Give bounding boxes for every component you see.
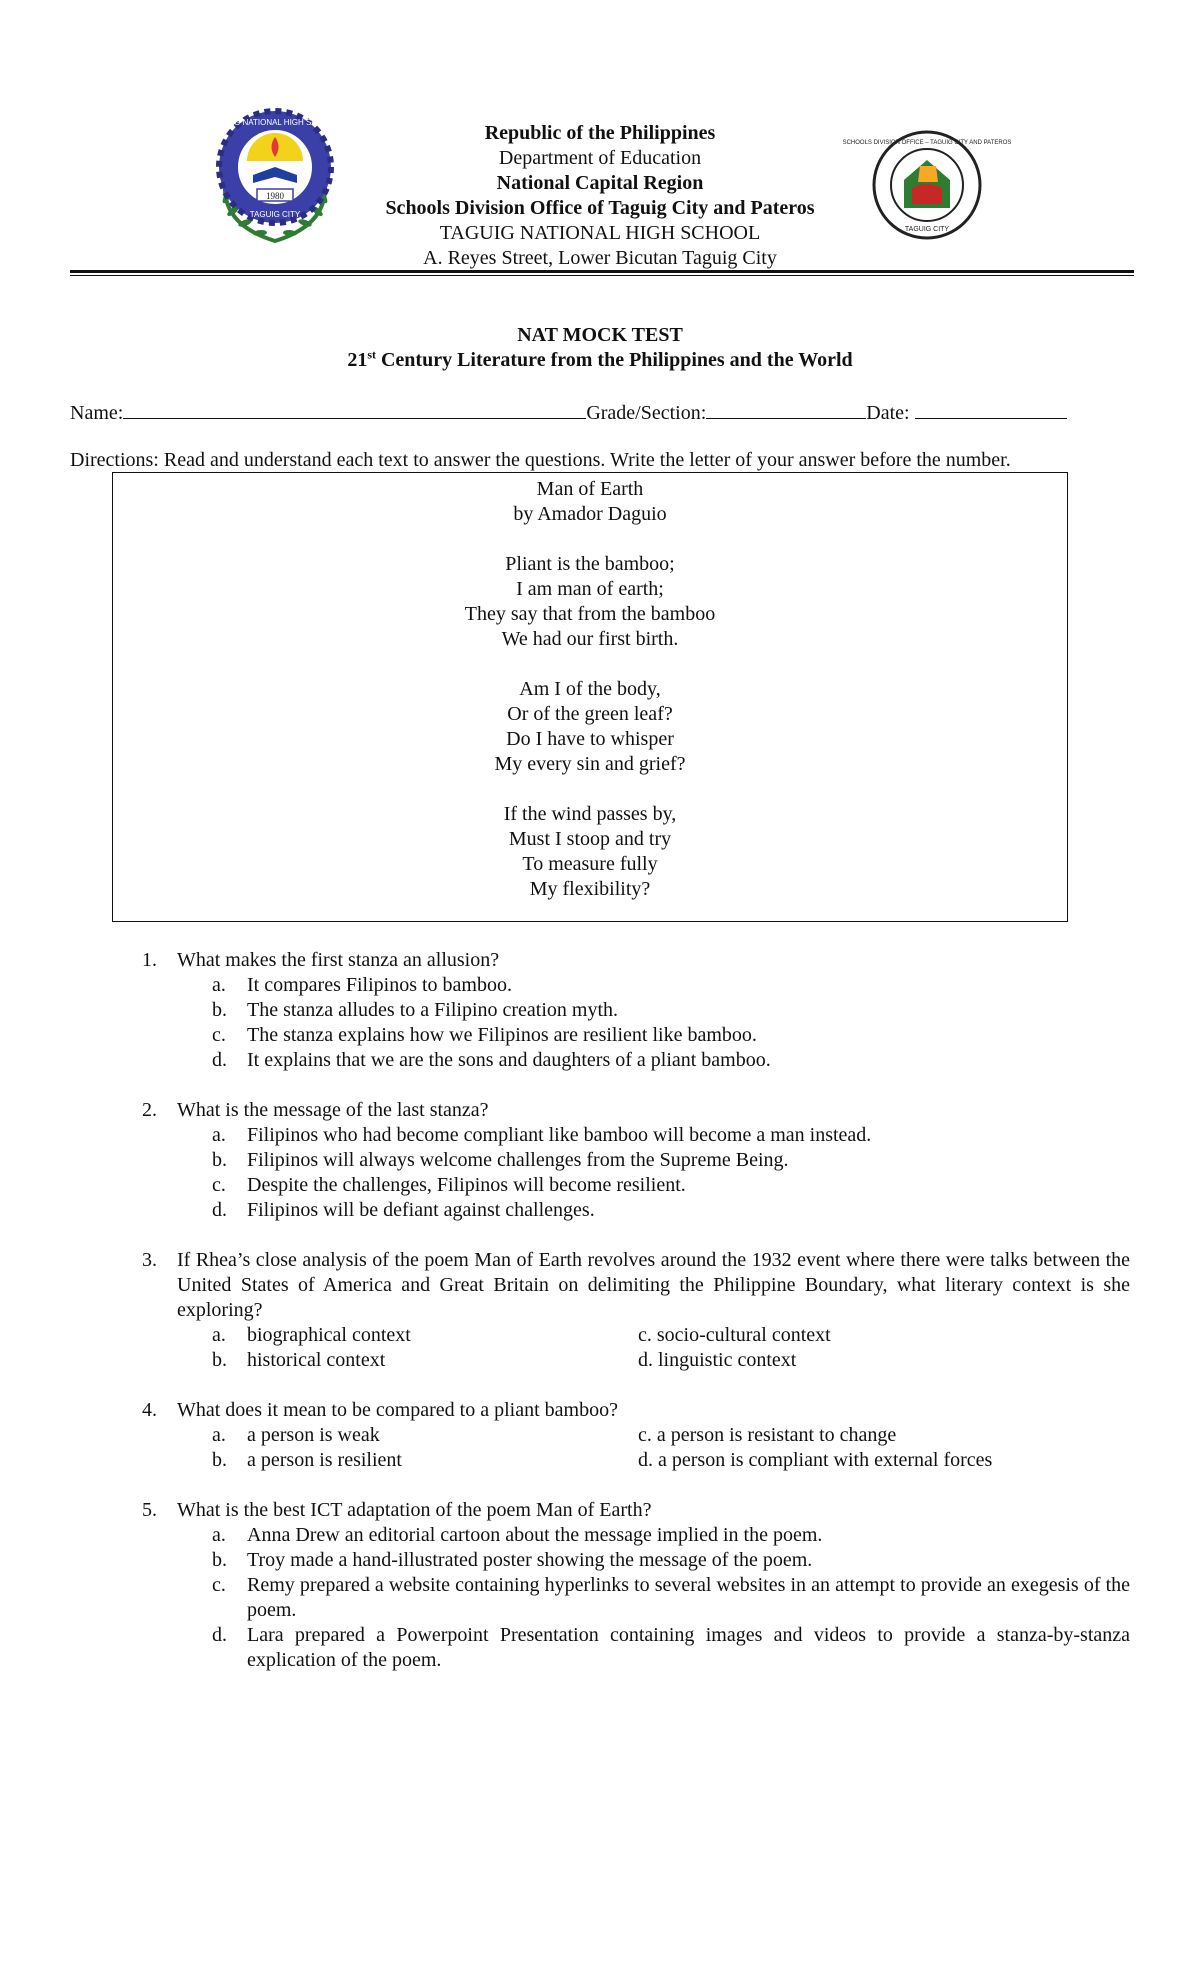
directions: Directions: Read and understand each text to answer the questions. Write the letter of your answer before the number. bbox=[70, 449, 1011, 471]
answer-option-row bbox=[0, 1448, 1200, 1473]
option-text: Despite the challenges, Filipinos will become resilient. bbox=[247, 1174, 686, 1196]
option-text-right: d. linguistic context bbox=[638, 1349, 797, 1371]
answer-option bbox=[0, 1548, 1200, 1573]
option-letter: a. bbox=[212, 1124, 226, 1146]
header-republic: Republic of the Philippines bbox=[484, 122, 716, 144]
header-address: A. Reyes Street, Lower Bicutan Taguig City bbox=[423, 247, 777, 269]
poem-line: If the wind passes by, bbox=[503, 803, 677, 825]
poem bbox=[113, 477, 1067, 902]
option-letter: a. bbox=[212, 1324, 226, 1346]
header-region: National Capital Region bbox=[496, 172, 704, 194]
poem-line: Do I have to whisper bbox=[506, 728, 674, 750]
option-text: Troy made a hand-illustrated poster showing the message of the poem. bbox=[247, 1549, 813, 1571]
option-text: Filipinos who had become compliant like bamboo will become a man instead. bbox=[247, 1124, 872, 1146]
option-text: The stanza explains how we Filipinos are resilient like bamboo. bbox=[247, 1024, 757, 1046]
option-text: Remy prepared a website containing hyperlinks to several websites in an attempt to provide an exegesis of the poem. bbox=[247, 1574, 1130, 1621]
option-text: a person is resilient bbox=[247, 1449, 402, 1471]
poem-line: We had our first birth. bbox=[501, 628, 679, 650]
answer-option bbox=[0, 973, 1200, 998]
poem-stanza-2 bbox=[113, 677, 1067, 777]
poem-line: Must I stoop and try bbox=[508, 828, 672, 850]
century-suffix: st bbox=[367, 347, 376, 362]
option-letter: b. bbox=[212, 1449, 227, 1471]
option-letter: a. bbox=[212, 1424, 226, 1446]
poem-author: by Amador Daguio bbox=[513, 503, 667, 525]
option-letter: d. bbox=[212, 1624, 227, 1646]
answer-option bbox=[0, 1048, 1200, 1073]
question-3 bbox=[0, 1248, 1200, 1373]
question-1 bbox=[0, 948, 1200, 1073]
poem-line: Or of the green leaf? bbox=[507, 703, 673, 725]
question-text: What is the best ICT adaptation of the poem Man of Earth? bbox=[177, 1499, 652, 1521]
option-text-right: c. socio-cultural context bbox=[638, 1324, 831, 1346]
option-text: historical context bbox=[247, 1349, 386, 1371]
option-letter: c. bbox=[212, 1024, 226, 1046]
option-text: The stanza alludes to a Filipino creation myth. bbox=[247, 999, 619, 1021]
header-divider bbox=[70, 270, 1134, 273]
answer-option bbox=[0, 1023, 1200, 1048]
poem-stanza-1 bbox=[113, 552, 1067, 652]
test-title bbox=[200, 323, 1000, 373]
question-text: If Rhea’s close analysis of the poem Man of Earth revolves around the 1932 event where there were talks between the United States of America and Great Britain on delimiting the Philippine Boundary, what literary context is she exploring? bbox=[177, 1249, 1130, 1321]
option-text: It compares Filipinos to bamboo. bbox=[247, 974, 512, 996]
svg-text:SCHOOLS DIVISION OFFICE – TAGU: SCHOOLS DIVISION OFFICE – TAGUIG CITY AND PATEROS bbox=[842, 140, 1012, 146]
poem-line: My every sin and grief? bbox=[494, 753, 686, 775]
poem-line: Pliant is the bamboo; bbox=[505, 553, 675, 575]
option-letter: b. bbox=[212, 1149, 227, 1171]
poem-line: They say that from the bamboo bbox=[464, 603, 716, 625]
question-text: What is the message of the last stanza? bbox=[177, 1099, 489, 1121]
test-title-line2 bbox=[200, 348, 1000, 373]
question-text: What does it mean to be compared to a pliant bamboo? bbox=[177, 1399, 618, 1421]
svg-text:TAGUIG CITY: TAGUIG CITY bbox=[904, 226, 950, 233]
poem-line: My flexibility? bbox=[529, 878, 651, 900]
answer-option bbox=[0, 1123, 1200, 1148]
option-letter: a. bbox=[212, 974, 226, 996]
poem-title: Man of Earth bbox=[536, 478, 644, 500]
poem-box bbox=[112, 472, 1068, 922]
header-department: Department of Education bbox=[498, 147, 702, 169]
question-number: 4. bbox=[142, 1399, 157, 1421]
test-title-line1: NAT MOCK TEST bbox=[517, 324, 683, 346]
answer-option bbox=[0, 998, 1200, 1023]
option-text: Filipinos will be defiant against challenges. bbox=[247, 1199, 595, 1221]
subject-title: Century Literature from the Philippines and the World bbox=[375, 349, 853, 371]
svg-text:TAGUIG CITY: TAGUIG CITY bbox=[249, 210, 301, 219]
question-number: 1. bbox=[142, 949, 157, 971]
question-text: What makes the first stanza an allusion? bbox=[177, 949, 500, 971]
option-letter: b. bbox=[212, 999, 227, 1021]
question-number: 5. bbox=[142, 1499, 157, 1521]
answer-option-row bbox=[0, 1323, 1200, 1348]
option-text: biographical context bbox=[247, 1324, 411, 1346]
option-letter: d. bbox=[212, 1199, 227, 1221]
answer-option-row bbox=[0, 1348, 1200, 1373]
question-2 bbox=[0, 1098, 1200, 1223]
header-divider-thin bbox=[70, 275, 1134, 276]
header-division: Schools Division Office of Taguig City and Pateros bbox=[385, 197, 815, 219]
svg-text:1980: 1980 bbox=[266, 191, 284, 201]
school-header bbox=[300, 121, 900, 271]
option-letter: b. bbox=[212, 1349, 227, 1371]
date-field[interactable] bbox=[915, 400, 1067, 419]
name-label: Name: bbox=[70, 402, 124, 424]
header-school-name: TAGUIG NATIONAL HIGH SCHOOL bbox=[439, 222, 761, 244]
option-text-right: c. a person is resistant to change bbox=[638, 1424, 897, 1446]
option-letter: c. bbox=[212, 1574, 226, 1596]
option-letter: a. bbox=[212, 1524, 226, 1546]
answer-option bbox=[0, 1198, 1200, 1223]
answer-option bbox=[0, 1523, 1200, 1548]
poem-line: To measure fully bbox=[522, 853, 658, 875]
option-text-right: d. a person is compliant with external forces bbox=[638, 1449, 993, 1471]
option-letter: d. bbox=[212, 1049, 227, 1071]
poem-line: I am man of earth; bbox=[516, 578, 664, 600]
option-text: It explains that we are the sons and daughters of a pliant bamboo. bbox=[247, 1049, 771, 1071]
name-field[interactable] bbox=[123, 400, 586, 419]
option-text: Lara prepared a Powerpoint Presentation containing images and videos to provide a stanza-by-stanza explication of the poem. bbox=[247, 1624, 1130, 1671]
grade-section-label: Grade/Section: bbox=[586, 402, 707, 424]
date-label: Date: bbox=[866, 402, 915, 424]
question-5 bbox=[0, 1498, 1200, 1673]
question-4 bbox=[0, 1398, 1200, 1473]
century-number: 21 bbox=[347, 349, 368, 371]
answer-option bbox=[0, 1148, 1200, 1173]
question-list bbox=[0, 948, 1200, 1698]
answer-option bbox=[0, 1623, 1200, 1673]
option-text: Anna Drew an editorial cartoon about the message implied in the poem. bbox=[247, 1524, 823, 1546]
answer-option-row bbox=[0, 1423, 1200, 1448]
question-number: 3. bbox=[142, 1249, 157, 1271]
grade-section-field[interactable] bbox=[706, 400, 866, 419]
question-number: 2. bbox=[142, 1099, 157, 1121]
option-letter: b. bbox=[212, 1549, 227, 1571]
option-text: a person is weak bbox=[247, 1424, 380, 1446]
svg-text:TAGUIG NATIONAL HIGH SCHOOL: TAGUIG NATIONAL HIGH SCHOOL bbox=[210, 118, 340, 127]
option-letter: c. bbox=[212, 1174, 226, 1196]
division-office-seal-logo bbox=[842, 130, 1012, 240]
answer-option bbox=[0, 1173, 1200, 1198]
poem-line: Am I of the body, bbox=[519, 678, 661, 700]
poem-stanza-3 bbox=[113, 802, 1067, 902]
answer-option bbox=[0, 1573, 1200, 1623]
option-text: Filipinos will always welcome challenges from the Supreme Being. bbox=[247, 1149, 789, 1171]
student-info-row bbox=[70, 400, 1067, 425]
